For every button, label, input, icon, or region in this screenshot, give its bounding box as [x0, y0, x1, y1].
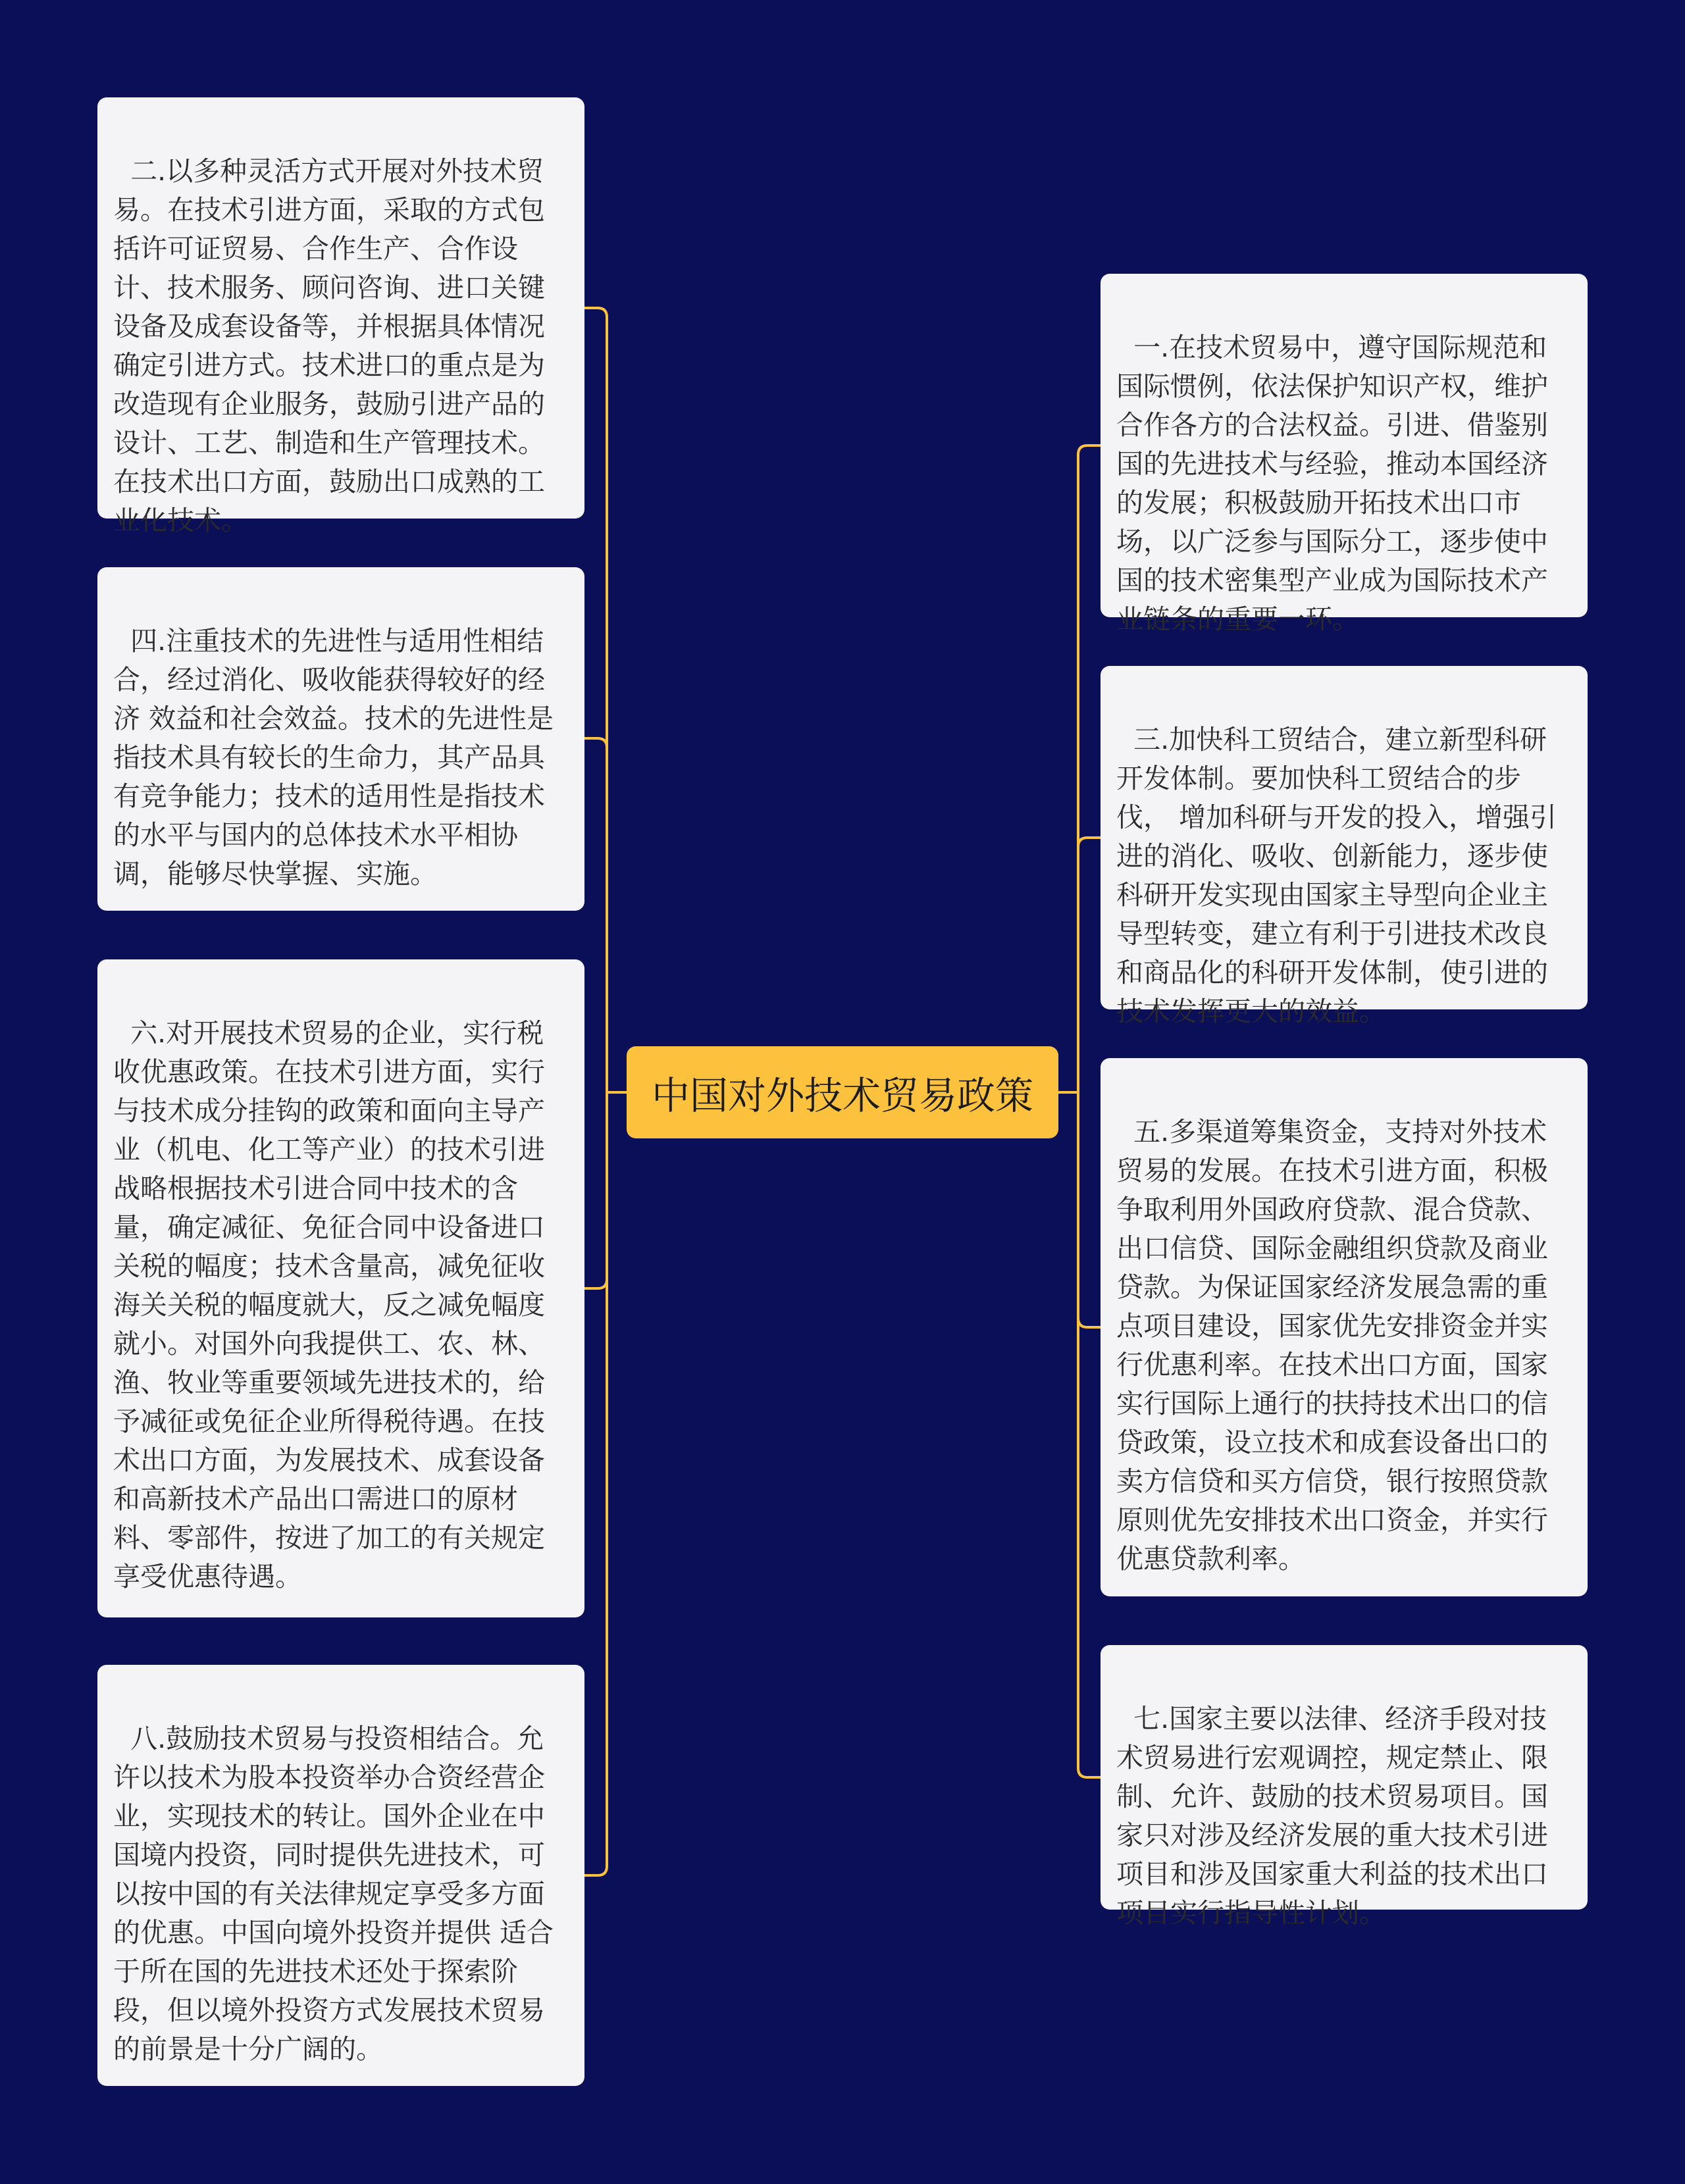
- connector-left-3: [584, 1279, 607, 1288]
- branch-node-text: 四.注重技术的先进性与适用性相结合，经过消化、吸收能获得较好的经济 效益和社会效益。技术的先进性是指技术具有较长的生命力，其产品具有竞争能力；技术的适用性是指技术的水平与国内的总体技术水平相协调，能够尽快掌握、实施。: [113, 625, 554, 890]
- connector-right-3: [1078, 1318, 1101, 1327]
- branch-node-text: 七.国家主要以法律、经济手段对技术贸易进行宏观调控，规定禁止、限制、允许、鼓励的技术贸易项目。国家只对涉及经济发展的重大技术引进项目和涉及国家重大利益的技术出口项目实行指导性计划。: [1116, 1703, 1548, 1929]
- connector-right-2: [1078, 838, 1101, 847]
- connector-left-1: [584, 308, 607, 317]
- branch-node-text: 五.多渠道筹集资金，支持对外技术贸易的发展。在技术引进方面，积极争取利用外国政府贷款、混合贷款、出口信贷、国际金融组织贷款及商业贷款。为保证国家经济发展急需的重点项目建设，国家优先安排资金并实行优惠利率。在技术出口方面，国家实行国际上通行的扶持技术出口的信贷政策，设立技术和成套设备出口的卖方信贷和买方信贷，银行按照贷款原则优先安排技术出口资金，并实行优惠贷款利率。: [1116, 1116, 1548, 1575]
- branch-node-text: 二.以多种灵活方式开展对外技术贸易。在技术引进方面，采取的方式包括许可证贸易、合作生产、合作设计、技术服务、顾问咨询、进口关键设备及成套设备等，并根据具体情况确定引进方式。技术进口的重点是为改造现有企业服务，鼓励引进产品的设计、工艺、制造和生产管理技术。在技术出口方面，鼓励出口成熟的工业化技术。: [113, 155, 545, 536]
- branch-node-text: 一.在技术贸易中，遵守国际规范和国际惯例，依法保护知识产权，维护合作各方的合法权益。引进、借鉴别国的先进技术与经验，推动本国经济 的发展；积极鼓励开拓技术出口市场，以广泛参与国际分工，逐步使中国的技术密集型产业成为国际技术产业链条的重要一环。: [1116, 332, 1557, 635]
- branch-node-3[interactable]: [1101, 666, 1588, 1027]
- connector-left-4: [584, 1866, 607, 1875]
- branch-node-8[interactable]: [97, 1665, 584, 2086]
- root-node-title: 中国对外技术贸易政策: [651, 1073, 1033, 1118]
- connector-right-4: [1078, 1768, 1101, 1777]
- branch-node-6[interactable]: [97, 959, 584, 1617]
- branch-node-2[interactable]: [97, 97, 584, 536]
- branch-node-text: 六.对开展技术贸易的企业，实行税收优惠政策。在技术引进方面，实行与技术成分挂钩的政策和面向主导产业（机电、化工等产业）的技术引进战略根据技术引进合同中技术的含量，确定减征、免征合同中设备进口关税的幅度；技术含量高，减免征收海关关税的幅度就大，反之减免幅度就小。对国外向我提供工、农、林、渔、牧业等重要领域先进技术的，给予减征或免征企业所得税待遇。在技术出口方面，为发展技术、成套设备和高新技术产品出口需进口的原材料、零部件，按进了加工的有关规定享受优惠待遇。: [113, 1017, 545, 1592]
- branch-node-text: 三.加快科工贸结合，建立新型科研开发体制。要加快科工贸结合的步伐， 增加科研与开发的投入，增强引进的消化、吸收、创新能力，逐步使科研开发实现由国家主导型向企业主导型转变，建立有利于引进技术改良和商品化的科研开发体制，使引进的技术发挥更大的效益。: [1116, 724, 1557, 1027]
- branch-node-text: 八.鼓励技术贸易与投资相结合。允许以技术为股本投资举办合资经营企业，实现技术的转让。国外企业在中国境内投资，同时提供先进技术，可以按中国的有关法律规定享受多方面的优惠。中国向境外投资并提供 适合于所在国的先进技术还处于探索阶段，但以境外投资方式发展技术贸易的前景是十分广阔的。: [113, 1723, 554, 2065]
- branch-node-1[interactable]: [1101, 274, 1588, 635]
- connector-right-1: [1078, 445, 1101, 455]
- root-node[interactable]: [627, 1046, 1058, 1138]
- branch-node-4[interactable]: [97, 567, 584, 911]
- branch-node-5[interactable]: [1101, 1058, 1588, 1596]
- connector-left-2: [584, 738, 607, 748]
- branch-node-7[interactable]: [1101, 1645, 1588, 1929]
